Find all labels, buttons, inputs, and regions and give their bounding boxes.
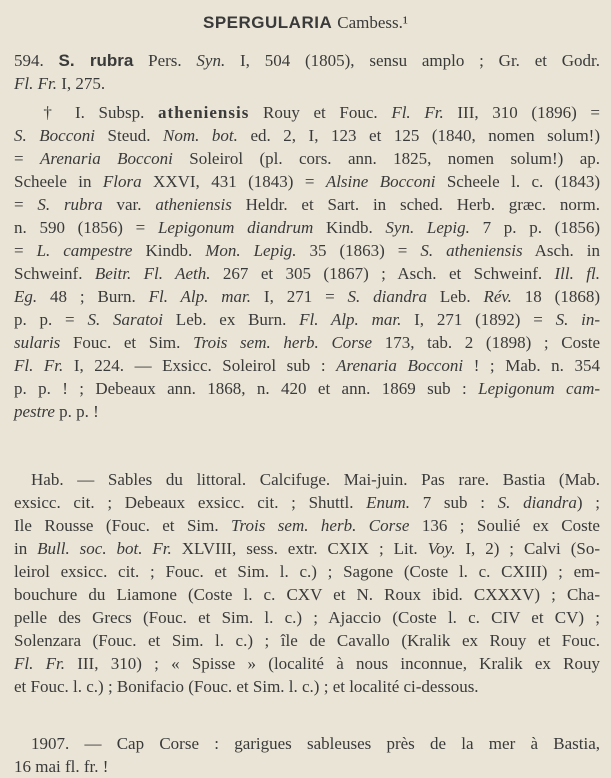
text-fragment: III, 310) ; « Spisse » (localité à nous inconnue, Kralik ex Rouy [64,654,600,673]
italic-text: L. campestre [36,241,133,260]
text-fragment: Rouy et Fouc. [249,103,392,122]
text-fragment: Pers. [133,51,197,70]
text-line [14,101,600,124]
text-fragment: 594. [14,51,59,70]
italic-text: Nom. bot. [163,126,238,145]
text-fragment: atheniensis [158,103,250,122]
text-fragment: Leb. [427,287,484,306]
subspecies-synonymy [14,101,600,423]
text-fragment: I, 224. — Exsicc. Soleirol sub : [63,356,337,375]
text-line [14,285,600,308]
text-fragment: 35 (1863) = [296,241,421,260]
text-fragment: I, 2) ; Calvi (So- [455,539,600,558]
text-fragment: ! ; Mab. n. 354 [463,356,600,375]
text-line [14,755,600,778]
text-fragment: et Fouc. l. c.) ; Bonifacio (Fouc. et Sim. l. c.) ; et localité ci-dessous. [14,677,479,696]
text-line [14,124,600,147]
italic-text: Eg. [14,287,38,306]
text-line [14,400,600,423]
text-fragment: I, 504 (1805), sensu amplo ; Gr. et Godr. [225,51,601,70]
text-fragment: Scheele in [14,172,103,191]
text-fragment: leirol exsicc. cit. ; Fouc. et Sim. l. c.) ; Sagone (Coste l. c. CXIII) ; em- [14,562,600,581]
text-fragment: † I. Subsp. [34,103,159,122]
text-fragment: 267 et 305 (1867) ; Asch. et Schweinf. [210,264,555,283]
italic-text: Mon. Lepig. [205,241,297,260]
text-fragment: Scheele l. c. (1843) [435,172,601,191]
text-fragment: S. rubra [58,51,134,70]
text-fragment: ) ; [576,493,600,512]
italic-text: Fl. Fr. [14,654,65,673]
text-fragment: = [14,149,40,168]
text-fragment: I, 271 = [251,287,348,306]
italic-text: Ill. fl. [554,264,600,283]
italic-text: Bull. soc. bot. Fr. [37,539,172,558]
italic-text: S. diandra [347,287,428,306]
text-fragment: Leb. ex Burn. [163,310,300,329]
text-fragment: 1907. — Cap Corse : garigues sableuses près de la mer à Bastia, [31,734,600,753]
text-fragment: bouchure du Liamone (Coste l. c. CXV et N. Roux ibid. CXXXV) ; Cha- [14,585,600,604]
text-line [14,606,600,629]
italic-text: Trois sem. herb. Corse [193,333,373,352]
text-line [14,49,600,72]
italic-text: Lepigonum cam- [478,379,601,398]
italic-text: Rév. [483,287,512,306]
text-line [14,377,600,400]
text-line [14,675,600,698]
italic-text: Fl. Fr. [14,356,64,375]
text-line [14,560,600,583]
text-fragment: = [14,195,38,214]
text-fragment: Steud. [94,126,164,145]
text-line [14,170,600,193]
text-fragment: Solenzara (Fouc. et Sim. l. c.) ; île de Cavallo (Kralik ex Rouy et Fouc. [14,631,600,650]
italic-text: Fl. Alp. mar. [299,310,402,329]
italic-text: pestre [14,402,55,421]
text-line [14,491,600,514]
text-fragment: I, 271 (1892) = [401,310,556,329]
text-fragment: Kindb. [313,218,386,237]
italic-text: Voy. [427,539,456,558]
italic-text: S. rubra [37,195,103,214]
text-line [14,72,600,95]
italic-text: Syn. Lepig. [385,218,470,237]
text-fragment: Fouc. et Sim. [60,333,194,352]
text-line [14,262,600,285]
text-line [14,354,600,377]
text-fragment: var. [102,195,156,214]
text-fragment: XLVIII, sess. extr. CXIX ; Lit. [171,539,428,558]
text-line [14,629,600,652]
italic-text: Fl. Fr. [14,74,57,93]
text-line [14,514,600,537]
genus-heading [0,12,611,34]
italic-text: S. in- [555,310,600,329]
text-fragment: III, 310 (1896) = [443,103,600,122]
text-fragment: Hab. — Sables du littoral. Calcifuge. Mai-juin. Pas rare. Bastia (Mab. [31,470,600,489]
genus-authority: Cambess. [337,13,403,32]
text-line [14,732,600,755]
text-fragment: exsicc. cit. ; Debeaux exsicc. cit. ; Shuttl. [14,493,367,512]
text-line [14,468,600,491]
italic-text: Fl. Alp. mar. [148,287,252,306]
italic-text: Alsine Bocconi [325,172,436,191]
text-line [14,193,600,216]
text-line [14,652,600,675]
footnote-mark: ¹ [402,13,408,32]
italic-text: Arenaria Bocconi [336,356,464,375]
text-fragment: 173, tab. 2 (1898) ; Coste [372,333,600,352]
text-line [14,147,600,170]
text-fragment: 136 ; Soulié ex Coste [409,516,600,535]
italic-text: Syn. [196,51,226,70]
italic-text: atheniensis [155,195,232,214]
text-line [14,583,600,606]
text-fragment: = [14,241,37,260]
italic-text: sularis [14,333,61,352]
text-fragment: n. 590 (1856) = [14,218,158,237]
text-fragment: p. p. ! ; Debeaux ann. 1868, n. 420 et ann. 1869 sub : [14,379,479,398]
text-fragment: 7 p. p. (1856) [469,218,600,237]
text-fragment: Heldr. et Sart. in sched. Herb. græc. norm. [231,195,600,214]
text-fragment: ed. 2, I, 123 et 125 (1840, nomen solum!) [237,126,600,145]
text-line [14,331,600,354]
text-fragment: Asch. in [522,241,600,260]
text-fragment: I, 275. [56,74,106,93]
text-fragment: p. p. = [14,310,88,329]
species-entry [14,49,600,95]
italic-text: Beitr. Fl. Aeth. [94,264,211,283]
italic-text: S. Saratoi [87,310,164,329]
italic-text: Fl. Fr. [391,103,444,122]
italic-text: Trois sem. herb. Corse [231,516,410,535]
text-fragment: p. p. ! [54,402,99,421]
text-fragment: Schweinf. [14,264,95,283]
text-fragment: Soleirol (pl. cors. ann. 1825, nomen solum!) ap. [172,149,601,168]
text-fragment: 7 sub : [410,493,498,512]
italic-text: S. atheniensis [420,241,523,260]
text-fragment: 48 ; Burn. [37,287,149,306]
italic-text: Flora [102,172,142,191]
italic-text: S. diandra [497,493,577,512]
text-fragment: pelle des Grecs (Fouc. et Sim. l. c.) ; Ajaccio (Coste l. c. CIV et CV) ; [14,608,600,627]
text-fragment: 16 mai fl. fr. ! [14,757,109,776]
italic-text: Lepigonum diandrum [157,218,314,237]
genus-name: SPERGULARIA [203,13,333,32]
text-line [14,216,600,239]
italic-text: Arenaria Bocconi [39,149,173,168]
collection-record [14,732,600,778]
text-line [14,239,600,262]
text-fragment: Kindb. [132,241,206,260]
text-line [14,537,600,560]
text-fragment: XXVI, 431 (1843) = [141,172,326,191]
text-fragment: in [14,539,38,558]
habitat-paragraph [14,468,600,698]
italic-text: S. Bocconi [14,126,95,145]
text-line [14,308,600,331]
text-fragment: 18 (1868) [511,287,600,306]
text-fragment: Ile Rousse (Fouc. et Sim. [14,516,232,535]
italic-text: Enum. [366,493,411,512]
